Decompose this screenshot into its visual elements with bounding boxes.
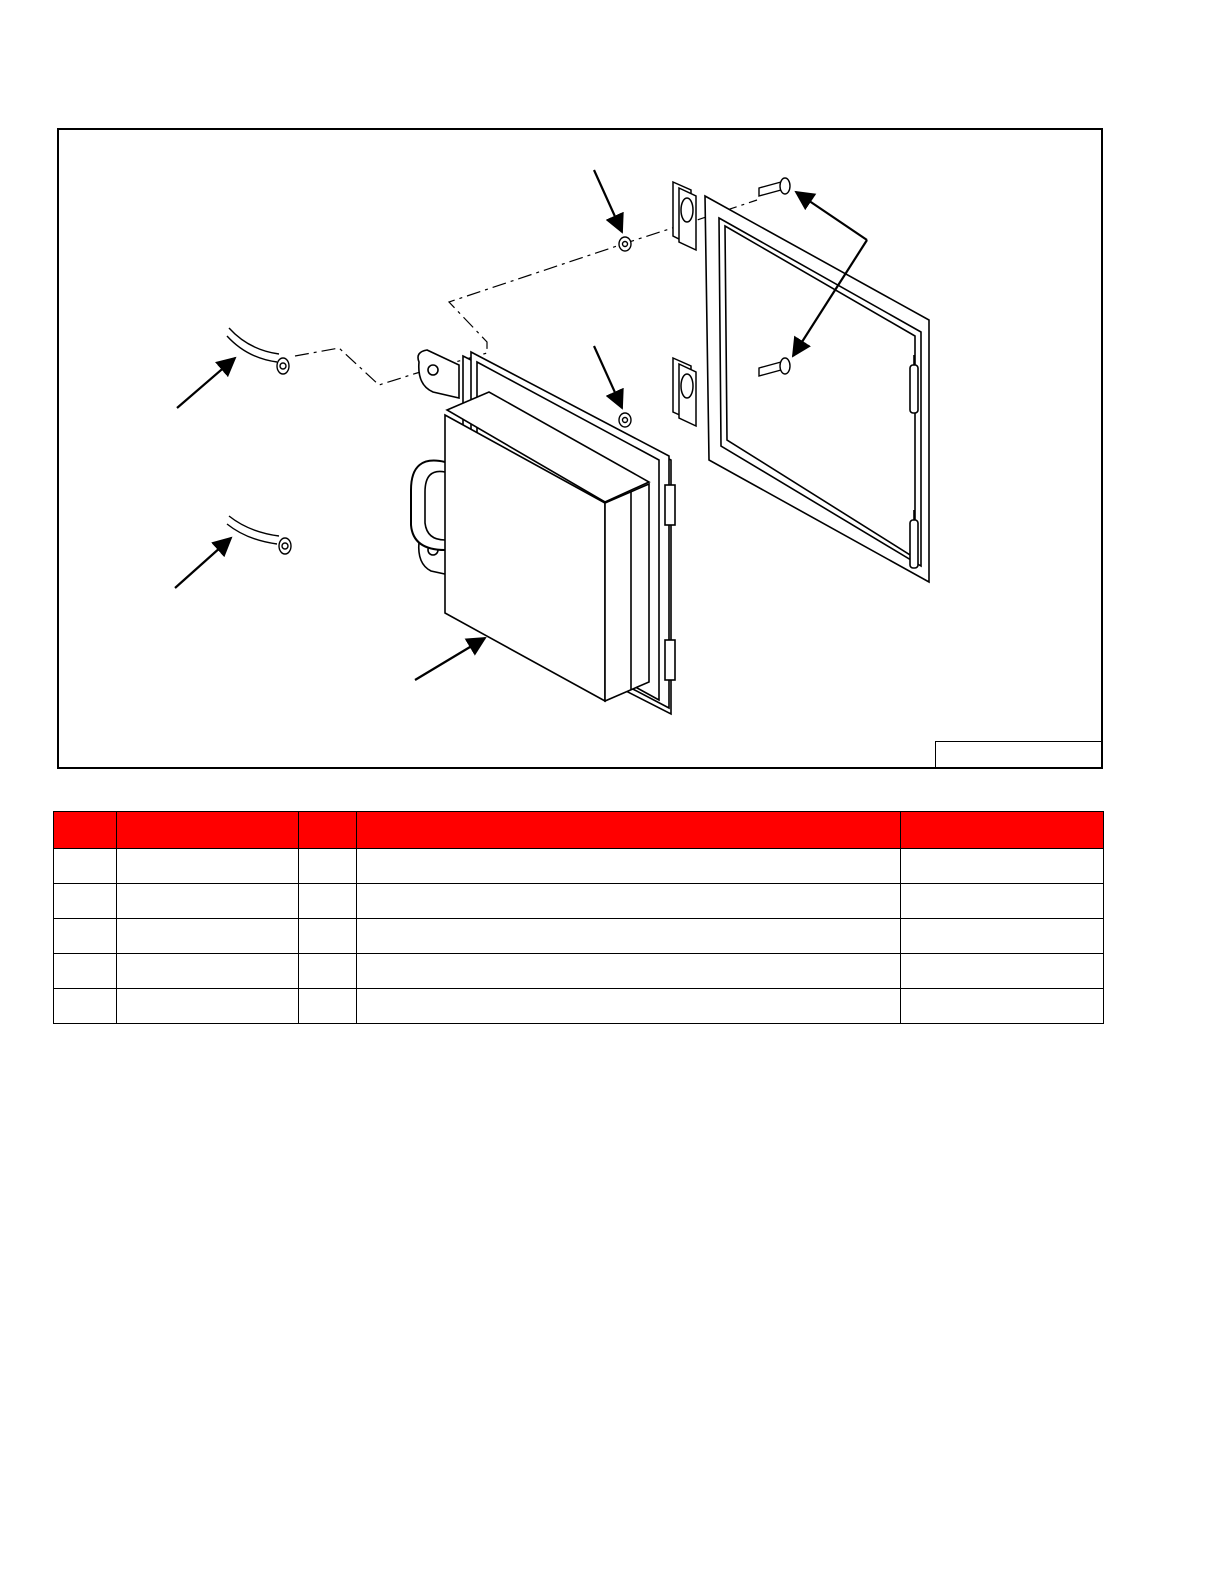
enclosure-door — [705, 196, 929, 582]
table-row — [54, 849, 1104, 884]
table-cell — [117, 884, 299, 919]
header-qty — [299, 812, 357, 849]
title-block — [935, 741, 1101, 767]
table-cell — [357, 919, 901, 954]
table-row — [54, 919, 1104, 954]
table-header-row — [54, 812, 1104, 849]
header-notes — [901, 812, 1104, 849]
nut-upper — [619, 237, 631, 251]
table-cell — [117, 989, 299, 1024]
mounting-clips — [673, 182, 696, 426]
table-row — [54, 954, 1104, 989]
table-cell — [901, 989, 1104, 1024]
callout-screws — [796, 192, 867, 240]
table-cell — [901, 884, 1104, 919]
table-cell — [357, 989, 901, 1024]
table-cell — [299, 849, 357, 884]
callout-nut-upper — [594, 170, 622, 232]
table-cell — [357, 849, 901, 884]
table-cell — [901, 919, 1104, 954]
table-cell — [117, 954, 299, 989]
callout-nut-lower — [594, 346, 622, 408]
header-part-number — [117, 812, 299, 849]
table-cell — [357, 954, 901, 989]
table-cell — [901, 849, 1104, 884]
table-cell — [357, 884, 901, 919]
exploded-view-drawing — [57, 128, 1103, 769]
header-description — [357, 812, 901, 849]
callout-enclosure — [415, 638, 485, 680]
header-item — [54, 812, 117, 849]
table-cell — [299, 884, 357, 919]
table-cell — [901, 954, 1104, 989]
grommet-lower — [227, 516, 291, 554]
parts-list-table — [53, 811, 1104, 1024]
table-row — [54, 989, 1104, 1024]
table-cell — [299, 989, 357, 1024]
table-row — [54, 884, 1104, 919]
callout-grommet-upper — [177, 358, 235, 408]
table-cell — [54, 954, 117, 989]
table-cell — [54, 919, 117, 954]
nut-lower — [619, 413, 631, 427]
grommet-upper — [227, 328, 289, 374]
table-cell — [54, 884, 117, 919]
table-cell — [117, 849, 299, 884]
table-cell — [117, 919, 299, 954]
table-cell — [54, 849, 117, 884]
callout-grommet-lower — [175, 538, 231, 588]
table-cell — [54, 989, 117, 1024]
table-cell — [299, 919, 357, 954]
table-cell — [299, 954, 357, 989]
exploded-view-svg — [59, 130, 1101, 767]
